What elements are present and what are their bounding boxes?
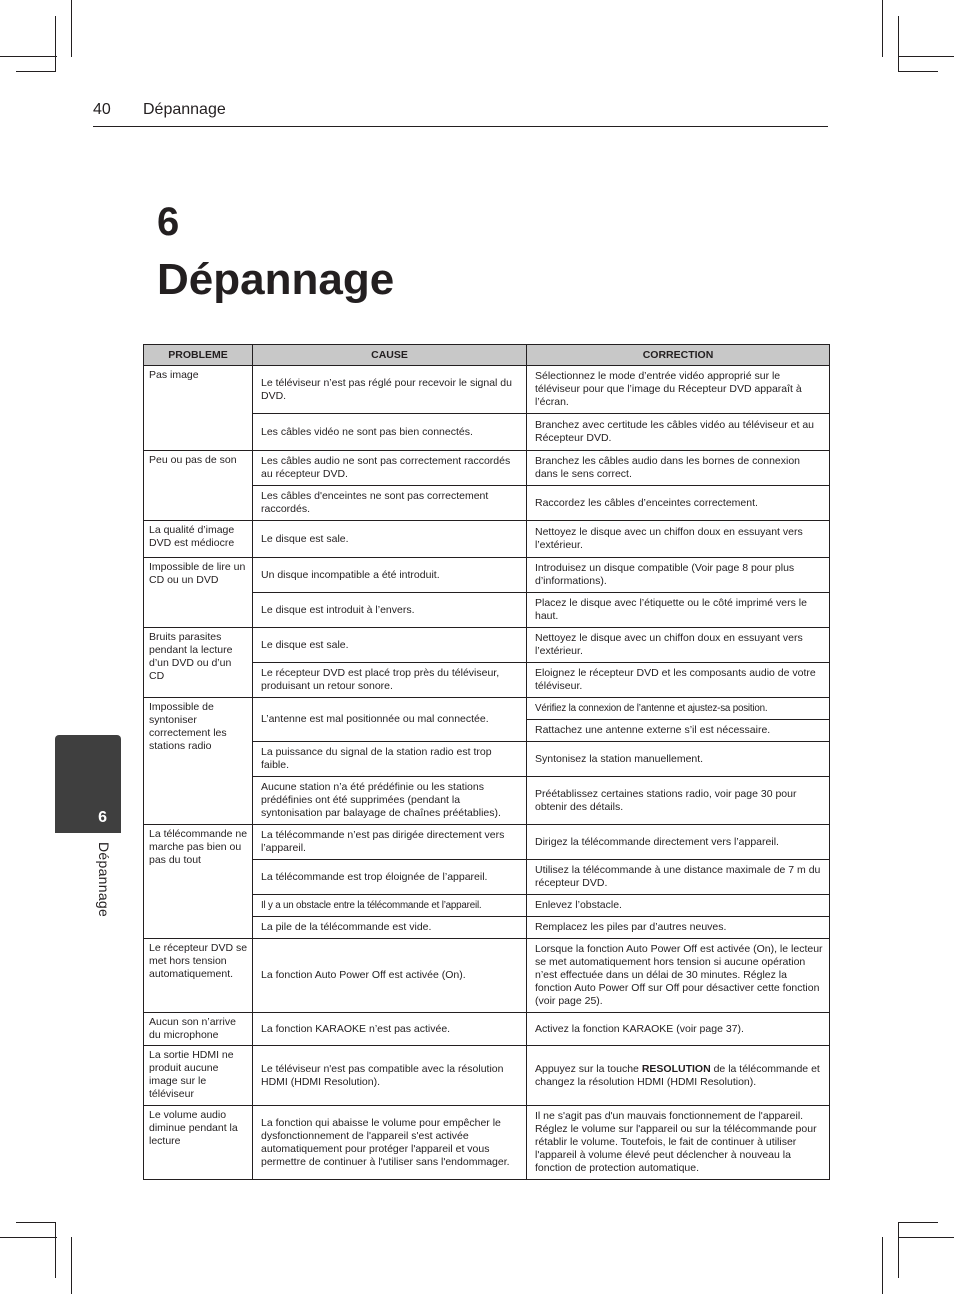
correction-cell (527, 1046, 830, 1106)
table-row (144, 451, 830, 486)
correction-cell: Lorsque la fonction Auto Power Off est activée (On), le lecteur se met automatiquement hors tension si aucune opération n’est effectuée dans un délai de 30 minutes. Réglez la fonction Auto Power Off sur Off pour désactiver cette fonction (voir page 25). (527, 939, 830, 1013)
cause-cell: Le téléviseur n’est pas réglé pour recevoir le signal du DVD. (253, 366, 527, 414)
correction-cell: Rattachez une antenne externe s’il est nécessaire. (527, 720, 830, 742)
correction-cell: Eloignez le récepteur DVD et les composants audio de votre téléviseur. (527, 663, 830, 698)
correction-cell: Branchez les câbles audio dans les bornes de connexion dans le sens correct. (527, 451, 830, 486)
crop-mark (71, 0, 72, 57)
problem-cell: Impossible de syntoniser correctement les stations radio (144, 698, 253, 825)
cause-cell: La fonction qui abaisse le volume pour empêcher le dysfonctionnement de l'appareil s'est activée automatiquement pour protéger l'appareil et vous permettre de continuer à l'utiliser sans l'endommager. (253, 1106, 527, 1180)
cause-cell: Le disque est sale. (253, 628, 527, 663)
crop-mark (882, 1237, 883, 1294)
crop-mark (898, 16, 899, 72)
page-number: 40 (93, 101, 111, 118)
cause-cell: Le récepteur DVD est placé trop près du téléviseur, produisant un retour sonore. (253, 663, 527, 698)
problem-cell: Le récepteur DVD se met hors tension automatiquement. (144, 939, 253, 1013)
table-row (144, 628, 830, 663)
correction-cell: Enlevez l’obstacle. (527, 895, 830, 917)
problem-cell: La sortie HDMI ne produit aucune image sur le téléviseur (144, 1046, 253, 1106)
crop-mark (0, 1237, 57, 1238)
crop-mark (55, 16, 56, 72)
crop-mark (898, 71, 938, 72)
troubleshooting-table (143, 344, 830, 1180)
correction-cell: Vérifiez la connexion de l’antenne et ajustez-sa position. (527, 698, 830, 720)
cause-cell: La puissance du signal de la station radio est trop faible. (253, 742, 527, 777)
correction-cell: Dirigez la télécommande directement vers l’appareil. (527, 825, 830, 860)
cause-cell: La pile de la télécommande est vide. (253, 917, 527, 939)
table-row (144, 558, 830, 593)
correction-cell: Il ne s'agit pas d'un mauvais fonctionnement de l'appareil. Réglez le volume sur l'appareil ou sur la télécommande pour rétablir le volume. Toutefois, le fait de continuer à utiliser l'appareil à volume élevé peut déclencher à nouveau la fonction de protection automatique. (527, 1106, 830, 1180)
table-row (144, 1106, 830, 1180)
correction-cell: Introduisez un disque compatible (Voir page 8 pour plus d’informations). (527, 558, 830, 593)
problem-cell: Impossible de lire un CD ou un DVD (144, 558, 253, 628)
crop-mark (71, 1237, 72, 1294)
table-row (144, 825, 830, 860)
crop-mark (898, 1222, 899, 1278)
problem-cell: Pas image (144, 366, 253, 451)
correction-cell: Utilisez la télécommande à une distance maximale de 7 m du récepteur DVD. (527, 860, 830, 895)
cause-cell: Le disque est introduit à l’envers. (253, 593, 527, 628)
resolution-key-label: RESOLUTION (641, 1062, 711, 1075)
column-header-correction: CORRECTION (527, 345, 830, 366)
correction-cell: Sélectionnez le mode d’entrée vidéo approprié sur le téléviseur pour que l’image du Récepteur DVD apparaît à l’écran. (527, 366, 830, 414)
cause-cell: Le téléviseur n'est pas compatible avec la résolution HDMI (HDMI Resolution). (253, 1046, 527, 1106)
crop-mark (16, 1222, 56, 1223)
table-row (144, 521, 830, 558)
correction-cell: Placez le disque avec l’étiquette ou le côté imprimé vers le haut. (527, 593, 830, 628)
cause-cell: Les câbles audio ne sont pas correctement raccordés au récepteur DVD. (253, 451, 527, 486)
cause-cell: La télécommande est trop éloignée de l’appareil. (253, 860, 527, 895)
correction-cell: Remplacez les piles par d’autres neuves. (527, 917, 830, 939)
cause-cell: La fonction KARAOKE n’est pas activée. (253, 1013, 527, 1046)
crop-mark (898, 1222, 938, 1223)
problem-cell: La qualité d’image DVD est médiocre (144, 521, 253, 558)
cause-cell: Aucune station n’a été prédéfinie ou les stations prédéfinies ont été supprimées (pendant la syntonisation par balayage de chaînes préétablies). (253, 777, 527, 825)
problem-cell: Le volume audio diminue pendant la lecture (144, 1106, 253, 1180)
cause-cell: L’antenne est mal positionnée ou mal connectée. (253, 698, 527, 742)
cause-cell: Les câbles vidéo ne sont pas bien connectés. (253, 414, 527, 451)
table-row (144, 939, 830, 1013)
cause-cell: Les câbles d'enceintes ne sont pas correctement raccordés. (253, 486, 527, 521)
table-row (144, 698, 830, 720)
table-row (144, 1046, 830, 1106)
chapter-tab-label: Dépannage (96, 842, 112, 918)
column-header-cause: CAUSE (253, 345, 527, 366)
problem-cell: La télécommande ne marche pas bien ou pas du tout (144, 825, 253, 939)
cause-cell: Un disque incompatible a été introduit. (253, 558, 527, 593)
chapter-number: 6 (157, 200, 180, 244)
problem-cell: Bruits parasites pendant la lecture d’un DVD ou d’un CD (144, 628, 253, 698)
crop-mark (898, 56, 954, 57)
crop-mark (55, 1222, 56, 1278)
problem-cell: Aucun son n’arrive du microphone (144, 1013, 253, 1046)
cause-cell: La télécommande n’est pas dirigée directement vers l’appareil. (253, 825, 527, 860)
table-row (144, 366, 830, 414)
crop-mark (898, 1237, 954, 1238)
correction-cell: Préétablissez certaines stations radio, voir page 30 pour obtenir des détails. (527, 777, 830, 825)
correction-cell: Nettoyez le disque avec un chiffon doux en essuyant vers l’extérieur. (527, 628, 830, 663)
problem-cell: Peu ou pas de son (144, 451, 253, 521)
correction-cell: Raccordez les câbles d’enceintes correctement. (527, 486, 830, 521)
correction-cell: Branchez avec certitude les câbles vidéo au téléviseur et au Récepteur DVD. (527, 414, 830, 451)
cause-cell: Le disque est sale. (253, 521, 527, 558)
table-header-row (144, 345, 830, 366)
column-header-probleme: PROBLEME (144, 345, 253, 366)
chapter-tab (55, 735, 121, 833)
correction-text: de la télécommande et changez la résolution HDMI (HDMI Resolution). (535, 1062, 820, 1088)
cause-cell: La fonction Auto Power Off est activée (On). (253, 939, 527, 1013)
crop-mark (882, 0, 883, 57)
running-header-title: Dépannage (143, 101, 226, 118)
correction-cell: Activez la fonction KARAOKE (voir page 37). (527, 1013, 830, 1046)
correction-cell: Syntonisez la station manuellement. (527, 742, 830, 777)
chapter-tab-number: 6 (98, 809, 107, 826)
crop-mark (0, 56, 57, 57)
header-divider (93, 126, 828, 127)
chapter-title: Dépannage (157, 255, 395, 304)
table-row (144, 1013, 830, 1046)
cause-cell: Il y a un obstacle entre la télécommande et l’appareil. (253, 895, 527, 917)
crop-mark (16, 71, 56, 72)
correction-cell: Nettoyez le disque avec un chiffon doux en essuyant vers l’extérieur. (527, 521, 830, 558)
correction-text: Appuyez sur la touche (535, 1062, 639, 1075)
